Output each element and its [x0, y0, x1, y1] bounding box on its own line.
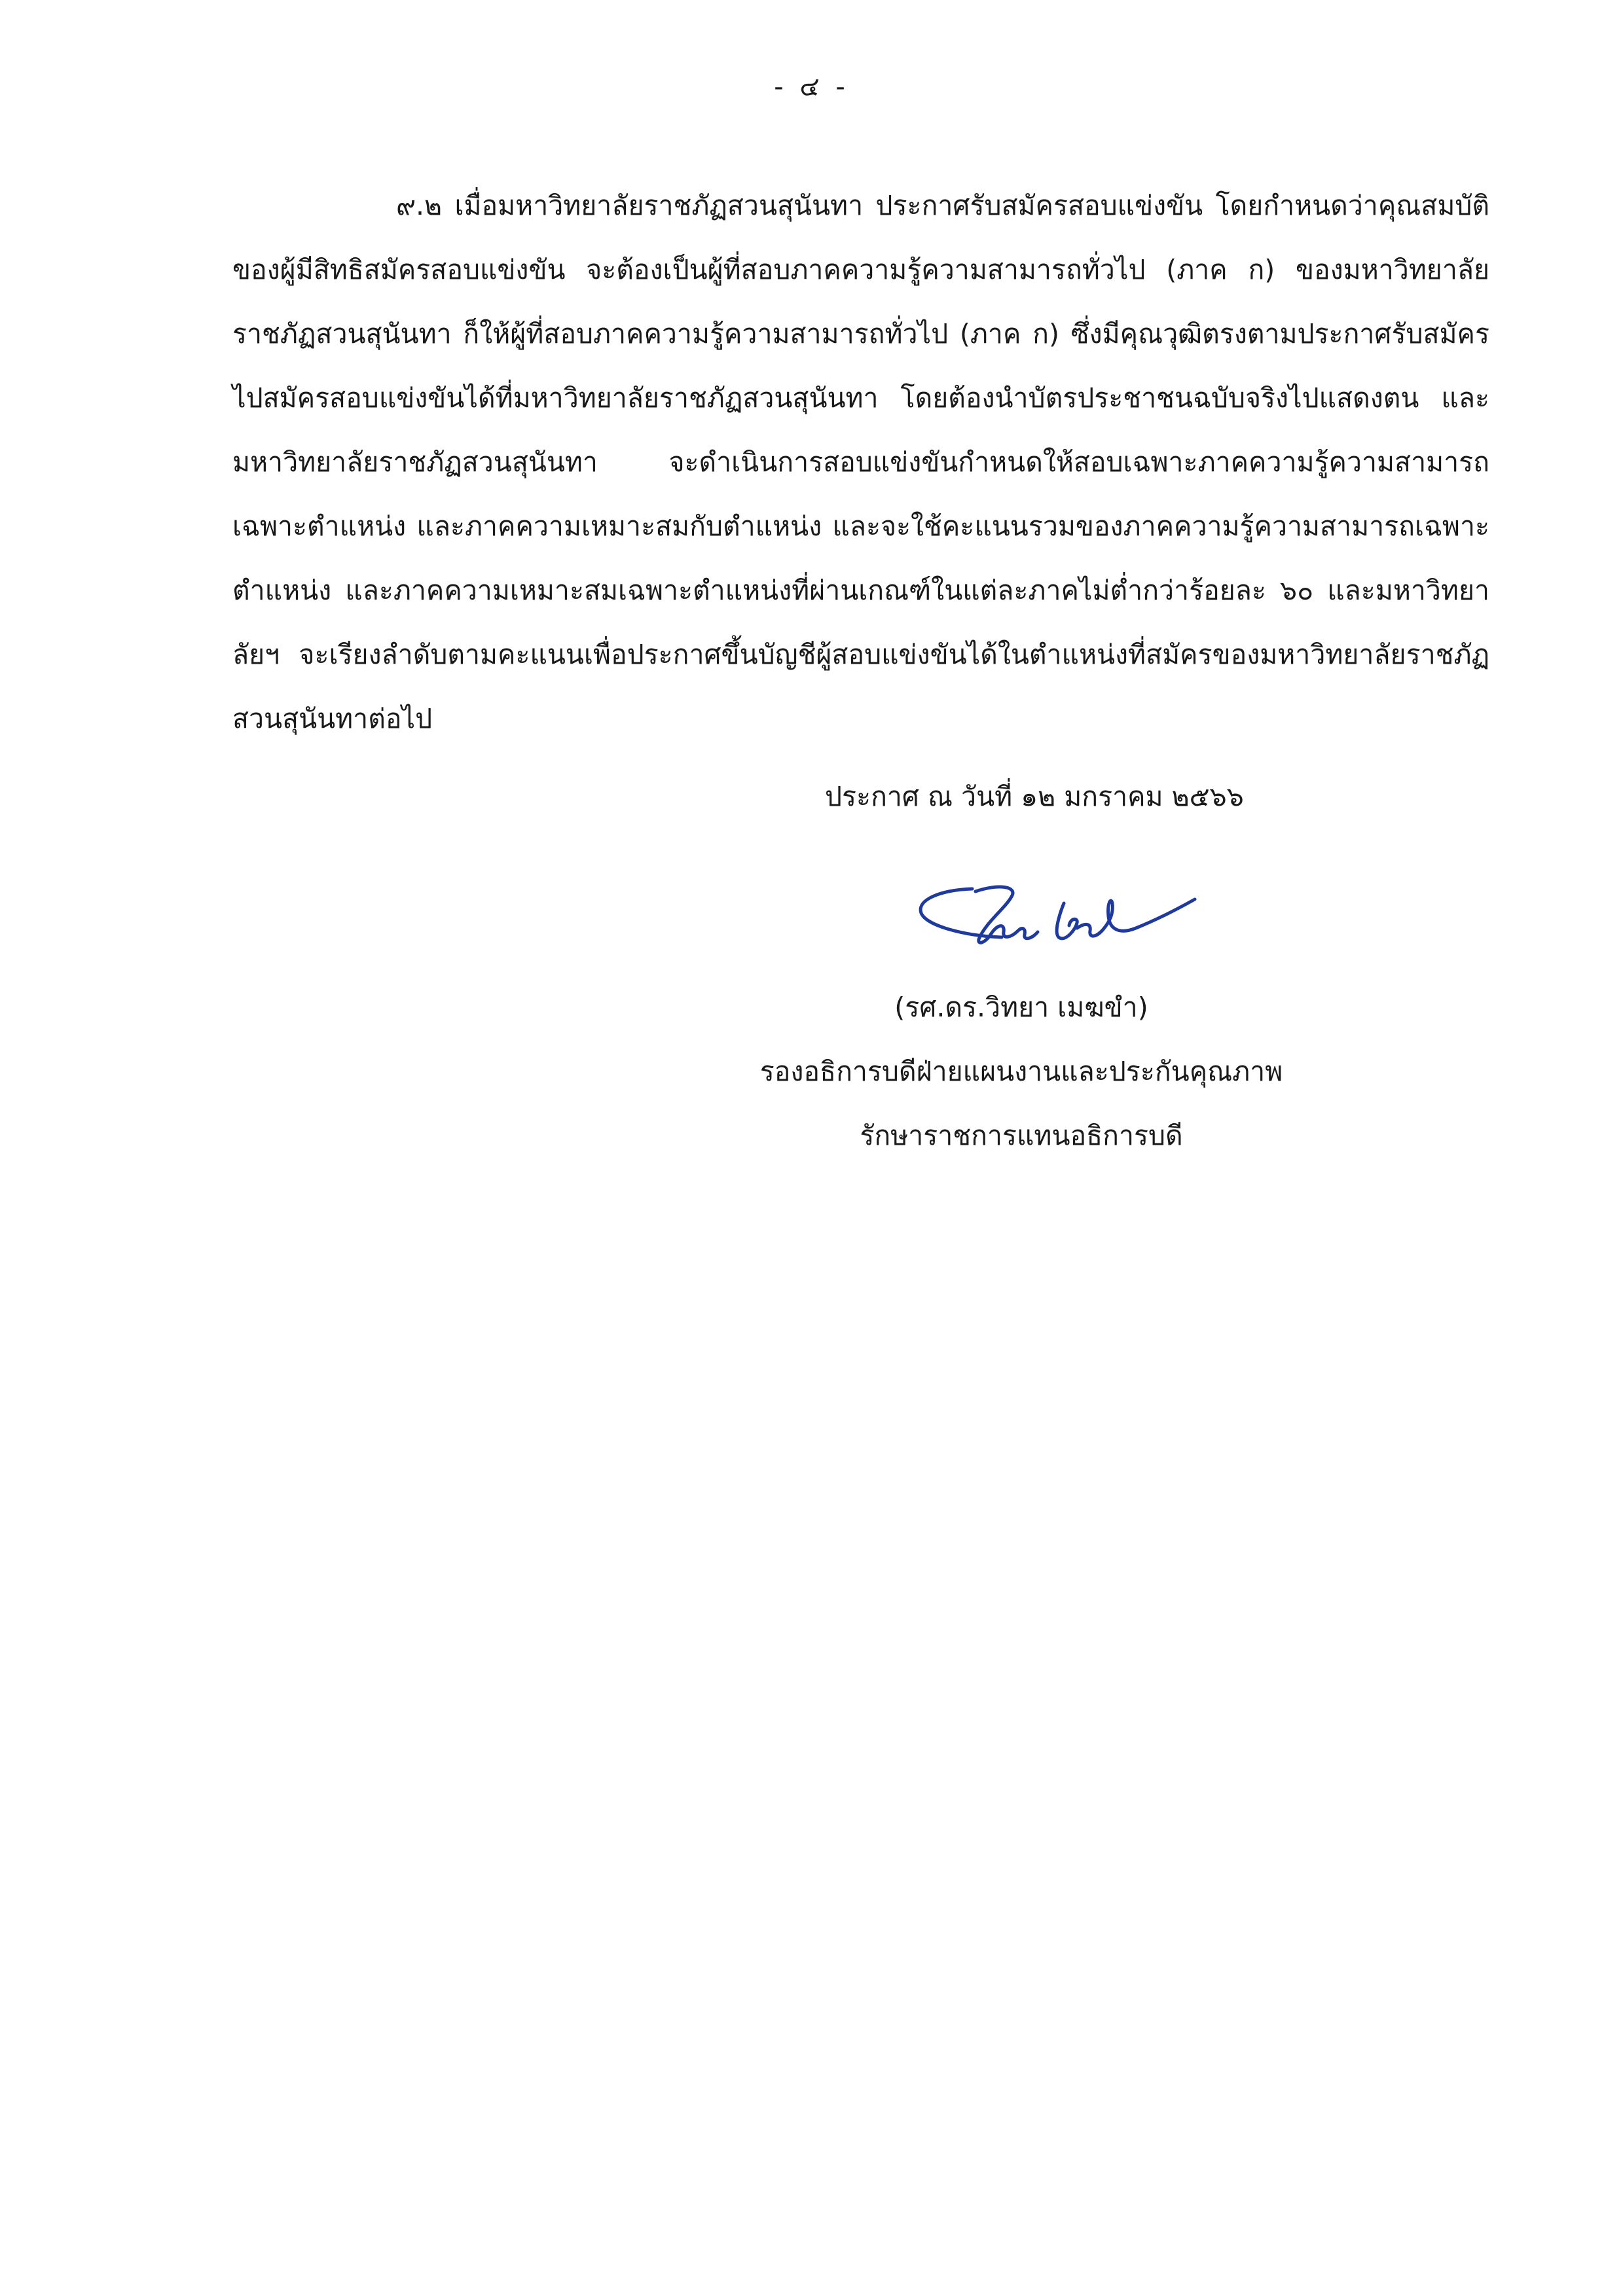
body-paragraph — [232, 173, 1489, 751]
signatory-acting-role: รักษาราชการแทนอธิการบดี — [860, 1120, 1183, 1151]
signature-block — [720, 975, 1322, 1168]
signatory-position: รองอธิการบดีฝ่ายแผนงานและประกันคุณภาพ — [759, 1056, 1283, 1087]
announcement-date: ประกาศ ณ วันที่ ๑๒ มกราคม ๒๕๖๖ — [825, 781, 1244, 812]
paragraph-text: ๙.๒ เมื่อมหาวิทยาลัยราชภัฏสวนสุนันทา ประกาศรับสมัครสอบแข่งขัน โดยกำหนดว่าคุณสมบัติของผู้มีสิทธิสมัครสอบแข่งขัน จะต้องเป็นผู้ที่สอบภาคความรู้ความสามารถทั่วไป (ภาค ก) ของมหาวิทยาลัยราชภัฏสวนสุนันทา ก็ให้ผู้ที่สอบภาคความรู้ความสามารถทั่วไป (ภาค ก) ซึ่งมีคุณวุฒิตรงตามประกาศรับสมัครไปสมัครสอบแข่งขันได้ที่มหาวิทยาลัยราชภัฏสวนสุนันทา โดยต้องนำบัตรประชาชนฉบับจริงไปแสดงตน และมหาวิทยาลัยราชภัฏสวนสุนันทา จะดำเนินการสอบแข่งขันกำหนดให้สอบเฉพาะภาคความรู้ความสามารถเฉพาะตำแหน่ง และภาคความเหมาะสมกับตำแหน่ง และจะใช้คะแนนรวมของภาคความรู้ความสามารถเฉพาะตำแหน่ง และภาคความเหมาะสมเฉพาะตำแหน่งที่ผ่านเกณฑ์ในแต่ละภาคไม่ต่ำกว่าร้อยละ ๖๐ และมหาวิทยาลัยฯ จะเรียงลำดับตามคะแนนเพื่อประกาศขึ้นบัญชีผู้สอบแข่งขันได้ในตำแหน่งที่สมัครของมหาวิทยาลัยราชภัฏสวนสุนันทาต่อไป — [232, 190, 1490, 734]
page-number: - ๔ - — [774, 72, 849, 102]
handwritten-signature — [913, 877, 1201, 962]
signatory-name: (รศ.ดร.วิทยา เมฆขำ) — [894, 992, 1148, 1023]
